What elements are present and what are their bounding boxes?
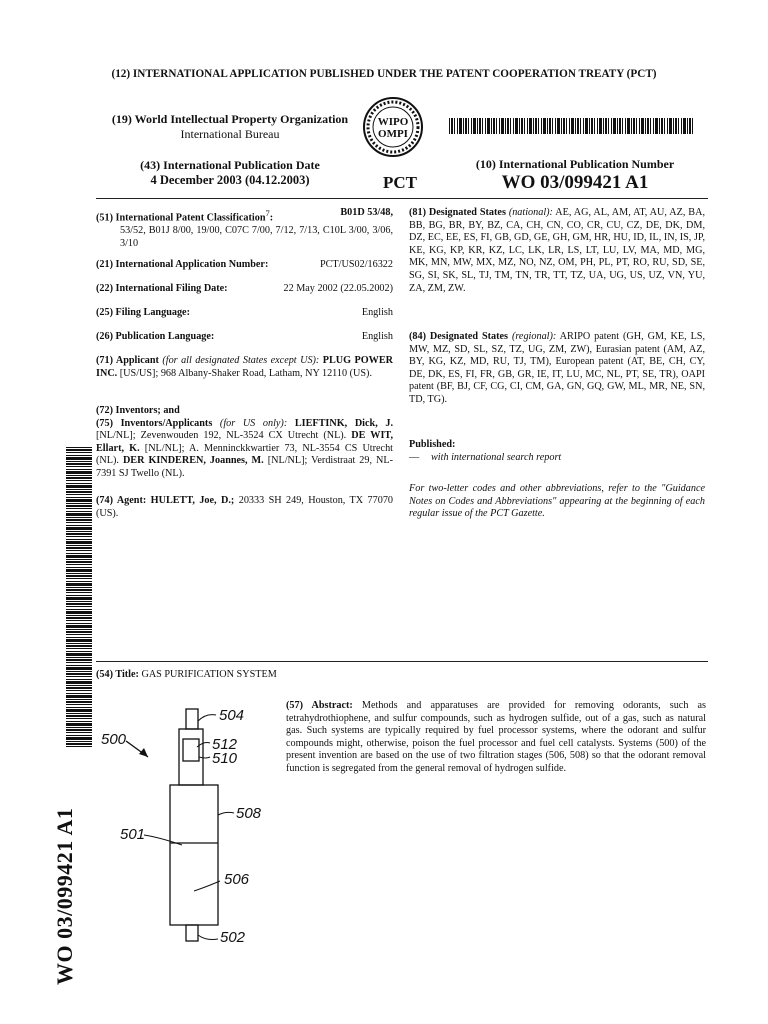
title-label: (54) Title: [96, 669, 139, 680]
f74-label: (74) Agent: [96, 495, 147, 506]
f75-addr1: [NL/NL]; Zevenwouden 192, NL-3524 CX Utrecht (NL). [96, 430, 347, 442]
f71-rest: [US/US]; 968 Albany-Shaker Road, Latham, NY 12110 (US). [119, 367, 372, 379]
f26-label: (26) Publication Language: [96, 331, 215, 342]
published-label: Published: [409, 439, 456, 450]
leader-506 [194, 881, 220, 891]
top-pipe [186, 709, 198, 729]
pub-date-block [110, 158, 350, 188]
f71-note: (for all designated States except US): [162, 355, 320, 366]
field-22 [96, 283, 393, 296]
logo-text-top: WIPO [377, 116, 409, 128]
org-name: (19) World Intellectual Property Organization [111, 112, 349, 126]
pub-number-label: (10) International Publication Number [475, 157, 675, 171]
abstract [286, 700, 706, 776]
published-text: with international search report [431, 451, 562, 463]
org-bureau: International Bureau [180, 127, 280, 141]
f22-value: 22 May 2002 (22.05.2002) [283, 283, 393, 294]
f71-label: (71) Applicant [96, 355, 159, 366]
arrow-500-head [139, 748, 148, 757]
field-51: (51) International Patent Classification$^7$: B01D 53/48, 53/52, B01J 8/00, 19/00, C07C 7/00, 7/12, 7/13, C10L 3/00, 3/06, 3/10 [96, 207, 393, 249]
label-508: 508 [236, 805, 262, 822]
f51-sup: 7 [265, 208, 270, 218]
f21-value: PCT/US02/16322 [319, 259, 393, 270]
f74-name: HULETT, Joe, D.; [150, 495, 235, 506]
pub-date-label: (43) International Publication Date [140, 158, 320, 172]
field-74 [96, 495, 393, 520]
published-block [409, 439, 705, 464]
label-504: 504 [219, 707, 245, 724]
wipo-logo [362, 96, 424, 158]
f25-value: English [361, 307, 393, 318]
label-506: 506 [224, 871, 250, 888]
field-25 [96, 307, 393, 320]
header-barcode [449, 118, 695, 134]
f81-note: (national): [508, 207, 553, 218]
f75-addr2: [NL/NL]; A. Menninckkwartier 73, NL-3554 CS Utrecht (NL). [96, 442, 393, 467]
pct-label: PCT [383, 173, 417, 192]
title-value: GAS PURIFICATION SYSTEM [141, 669, 277, 680]
f72-label: (72) Inventors; and [96, 405, 180, 416]
f75-name3: DER KINDEREN, Joannes, M. [122, 455, 264, 467]
inner-cartridge [183, 739, 199, 761]
side-publication-number: WO 03/099421 A1 [52, 807, 77, 985]
pub-number-block [450, 157, 700, 194]
label-510: 510 [212, 750, 238, 767]
leader-504 [198, 715, 216, 721]
leader-501 [144, 835, 182, 845]
main-filter-housing [170, 785, 218, 925]
leader-510 [199, 757, 210, 758]
f74-rest: 20333 SH 249, Houston, TX 77070 (US). [96, 495, 394, 519]
field-26 [96, 331, 393, 344]
f75-label: (75) Inventors/Applicants [96, 417, 213, 429]
guidance-note: For two-letter codes and other abbreviations, refer to the "Guidance Notes on Codes and Abbreviations" appearing at the beginning of each regular issue of the PCT Gazette. [409, 483, 705, 520]
abstract-text: Methods and apparatuses are provided for removing odorants, such as tetrahydrothiophene, and sulfur compounds, such as hydrogen sulfide, out of a gas, such as natural gas. Such systems are typically required by fuel processor systems, where the odorant and sulfur compounds might, otherwise, poison the fuel processor and fuel cell catalysts. Systems (500) of the present invention are based on the use of two filtration stages (506, 508) so that the odorant removal function is segregated from the general removal of hydrogen sulfide. [286, 700, 706, 774]
pub-number-value: WO 03/099421 A1 [501, 172, 649, 193]
f26-value: English [361, 331, 393, 342]
bottom-pipe [186, 925, 198, 941]
f21-label: (21) International Application Number: [96, 259, 269, 270]
leader-508 [218, 812, 234, 815]
field-21 [96, 259, 393, 272]
f81-text: AE, AG, AL, AM, AT, AU, AZ, BA, BB, BG, BR, BY, BZ, CA, CH, CN, CO, CR, CU, CZ, DE, DK, DM, DZ, EC, EE, ES, FI, GB, GD, GE, GH, GM, HR, HU, ID, IL, IN, IS, JP, KE, KG, KP, KR, KZ, LC, LK, LR, LS, LT, LU, LV, MA, MD, MG, MK, MN, MW, MX, MZ, NO, NZ, OM, PH, PL, PT, RO, RU, SD, SE, SG, SI, SK, SL, TJ, TM, TN, TR, TT, TZ, UA, UG, US, UZ, VN, YU, ZA, ZM, ZW. [409, 207, 705, 294]
published-dash: — [409, 451, 420, 463]
abstract-label: (57) Abstract: [286, 700, 353, 711]
f51-rest: 53/52, B01J 8/00, 19/00, C07C 7/00, 7/12, 7/13, C10L 3/00, 3/06, 3/10 [120, 224, 393, 249]
f71-name: PLUG POWER INC. [96, 355, 394, 379]
f75-name2: DE WIT, Ellart, K. [96, 430, 393, 454]
logo-text-bottom: OMPI [378, 128, 408, 140]
f75-addr3: [NL/NL]; Verdistraat 29, NL-7391 SJ Twello (NL). [96, 455, 394, 479]
f84-note: (regional): [511, 331, 557, 342]
treaty-line: (12) INTERNATIONAL APPLICATION PUBLISHED UNDER THE PATENT COOPERATION TREATY (PCT) [111, 68, 657, 80]
side-barcode [66, 447, 92, 747]
label-502: 502 [220, 929, 246, 946]
f51-label: (51) International Patent Classification [96, 212, 266, 224]
f84-label: (84) Designated States [409, 331, 508, 342]
label-501: 501 [120, 826, 146, 843]
label-512: 512 [212, 736, 238, 753]
field-81 [409, 207, 705, 295]
header-rule [96, 198, 708, 199]
field-84 [409, 331, 705, 407]
pub-date-value: 4 December 2003 (04.12.2003) [150, 173, 310, 187]
title-field [96, 669, 596, 682]
f25-label: (25) Filing Language: [96, 307, 190, 318]
f84-text: ARIPO patent (GH, GM, KE, LS, MW, MZ, SD, SL, SZ, TZ, UG, ZM, ZW), Eurasian patent (AM, AZ, BY, KG, KZ, MD, RU, TJ, TM), European patent (AT, BE, CH, CY, DE, DK, ES, FI, FR, GB, GR, IE, IT, LU, MC, NL, PT, SE, TR), OAPI patent (BF, BJ, CF, CG, CI, CM, GA, GN, GQ, GW, ML, MR, NE, SN, TD, TG). [409, 331, 706, 405]
leader-502 [198, 935, 218, 940]
title-rule [96, 661, 708, 662]
f75-note: (for US only): [219, 417, 288, 429]
org-block [100, 112, 360, 142]
f22-label: (22) International Filing Date: [96, 283, 228, 294]
field-71 [96, 355, 393, 380]
field-72-75 [96, 405, 393, 481]
f51-code: B01D 53/48, [340, 207, 393, 218]
label-500: 500 [101, 731, 127, 748]
f81-label: (81) Designated States [409, 207, 506, 218]
f75-name1: LIEFTINK, Dick, J. [294, 417, 394, 429]
